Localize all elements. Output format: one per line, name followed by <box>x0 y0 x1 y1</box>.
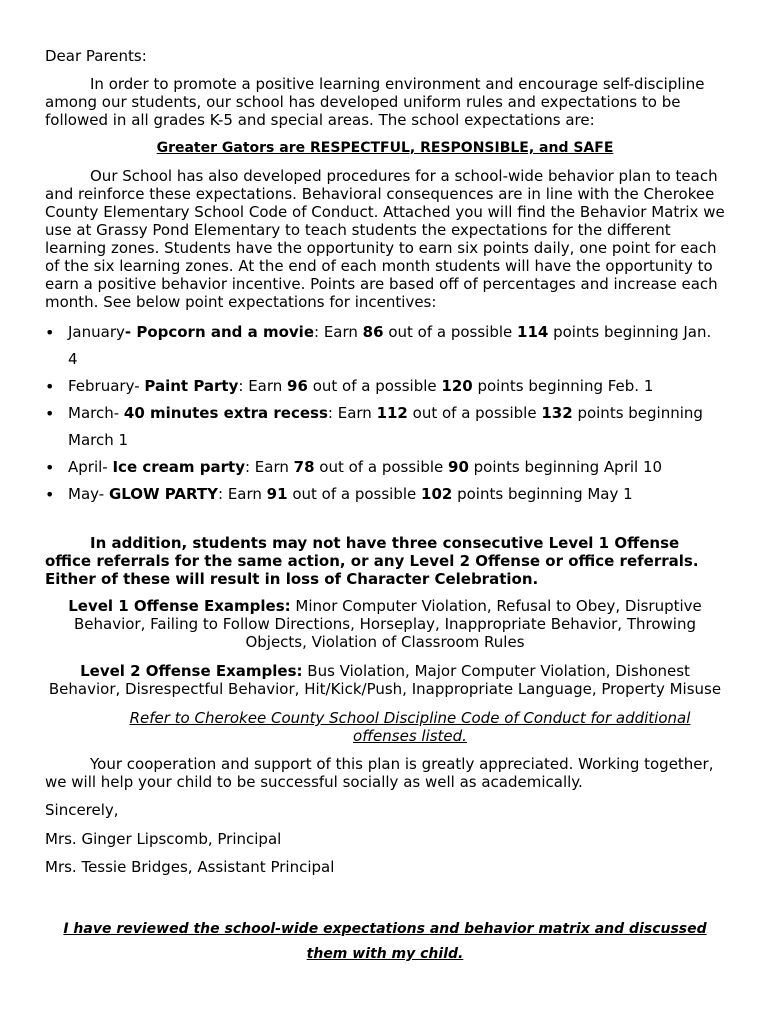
incentive-total: 120 <box>441 377 473 395</box>
level-1-text: Minor Computer Violation, Refusal to Obey, Disruptive Behavior, Failing to Follow Directions, Horseplay, Inappropriate Behavior, Throwing Objects, Violation of Classroom Rules <box>73 597 702 651</box>
closing: Sincerely, <box>45 801 119 819</box>
incentive-mid: out of a possible <box>407 404 542 422</box>
intro-paragraph: In order to promote a positive learning environment and encourage self-discipline among our students, our school has developed uniform rules and expectations to be followed in all grades K-5 and special areas. The school expectations are: <box>45 75 705 129</box>
greeting: Dear Parents: <box>45 47 147 65</box>
incentive-reward: GLOW PARTY <box>108 485 218 503</box>
incentive-item-may <box>45 481 725 508</box>
incentive-month: January <box>68 323 125 341</box>
incentive-points: 91 <box>266 485 288 503</box>
acknowledgment-statement: I have reviewed the school-wide expectations and behavior matrix and discussed them with my child. <box>63 921 707 962</box>
principal-signature: Mrs. Ginger Lipscomb, Principal <box>45 830 282 848</box>
incentive-reward: Ice cream party <box>112 458 245 476</box>
level-2-text: Bus Violation, Major Computer Violation, Dishonest Behavior, Disrespectful Behavior, Hit/Kick/Push, Inappropriate Language, Property Misuse <box>48 662 722 698</box>
incentive-mid: out of a possible <box>314 458 449 476</box>
addition-paragraph: In addition, students may not have three consecutive Level 1 Offense office referrals for the same action, or any Level 2 Offense or office referrals. Either of these will result in loss of Character Celebration. <box>45 534 699 588</box>
incentive-month: May- <box>68 485 109 503</box>
incentive-earn: : Earn <box>314 323 363 341</box>
school-motto: Greater Gators are RESPECTFUL, RESPONSIBLE, and SAFE <box>156 140 614 156</box>
incentive-points: 96 <box>287 377 308 395</box>
cooperation-paragraph: Your cooperation and support of this plan is greatly appreciated. Working together, we will help your child to be successful socially as well as academically. <box>45 755 714 791</box>
incentive-item-january <box>45 319 725 373</box>
incentive-reward: Popcorn and a movie <box>136 323 314 341</box>
incentive-points: 112 <box>376 404 408 422</box>
assistant-principal-signature: Mrs. Tessie Bridges, Assistant Principal <box>45 858 335 876</box>
incentive-earn: : Earn <box>327 404 377 422</box>
discipline-code-reference: Refer to Cherokee County School Discipline Code of Conduct for additional offenses listed. <box>129 709 691 745</box>
incentive-mid: out of a possible <box>383 323 518 341</box>
incentive-points: 86 <box>362 323 384 341</box>
incentive-month: February- <box>68 377 145 395</box>
incentive-sep: - <box>124 323 137 341</box>
incentive-tail: points beginning Jan. 4 <box>68 323 712 368</box>
level-2-paragraph <box>45 662 725 698</box>
incentive-month: April- <box>68 458 113 476</box>
incentive-reward: 40 minutes extra recess <box>123 404 328 422</box>
level-1-paragraph <box>45 597 725 651</box>
incentive-earn: : Earn <box>238 377 288 395</box>
incentive-reward: Paint Party <box>144 377 239 395</box>
incentive-total: 132 <box>541 404 573 422</box>
incentive-tail: points beginning April 10 <box>468 458 663 476</box>
level-1-label: Level 1 Offense Examples: <box>68 597 291 615</box>
incentive-tail: points beginning March 1 <box>68 404 703 449</box>
incentive-tail: points beginning May 1 <box>452 485 633 503</box>
incentive-earn: : Earn <box>218 485 267 503</box>
incentive-item-february <box>45 373 725 400</box>
incentive-mid: out of a possible <box>307 377 442 395</box>
incentive-points: 78 <box>293 458 315 476</box>
procedures-paragraph: Our School has also developed procedures for a school-wide behavior plan to teach and reinforce these expectations. Behavioral consequences are in line with the Cherokee County Elementary School Code of Conduct. Attached you will find the Behavior Matrix we use at Grassy Pond Elementary to teach students the expectations for the different learning zones. Students have the opportunity to earn six points daily, one point for each of the six learning zones. At the end of each month students will have the opportunity to earn a positive behavior incentive. Points are based off of percentages and increase each month. See below point expectations for incentives: <box>45 167 725 311</box>
incentive-list <box>45 319 725 508</box>
incentive-total: 102 <box>421 485 453 503</box>
incentive-item-april <box>45 454 725 481</box>
incentive-total: 90 <box>448 458 469 476</box>
incentive-month: March- <box>68 404 124 422</box>
level-2-label: Level 2 Offense Examples: <box>80 662 303 680</box>
incentive-item-march <box>45 400 725 454</box>
incentive-mid: out of a possible <box>287 485 422 503</box>
incentive-earn: : Earn <box>244 458 294 476</box>
incentive-tail: points beginning Feb. 1 <box>472 377 654 395</box>
incentive-total: 114 <box>517 323 549 341</box>
